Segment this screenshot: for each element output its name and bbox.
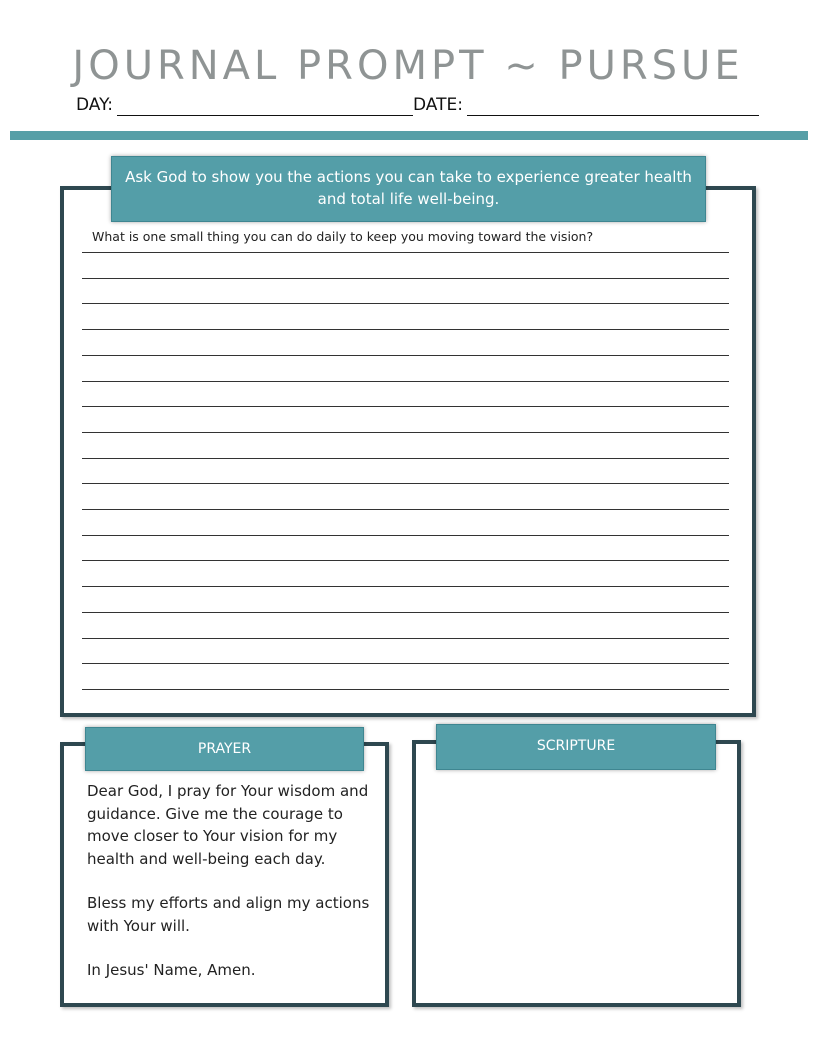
page-title: JOURNAL PROMPT ~ PURSUE [72, 43, 744, 89]
prayer-text [87, 780, 377, 1004]
writing-line[interactable] [82, 432, 729, 433]
writing-line[interactable] [82, 535, 729, 536]
date-blank-line[interactable] [467, 95, 759, 116]
date-label: DATE: [412, 95, 463, 115]
writing-line[interactable] [82, 586, 729, 587]
writing-line[interactable] [82, 612, 729, 613]
date-row [76, 94, 766, 116]
prayer-paragraph: Dear God, I pray for Your wisdom and guidance. Give me the courage to move closer to Your vision for my health and well-being each day. [87, 782, 369, 868]
writing-line[interactable] [82, 638, 729, 639]
scripture-banner: SCRIPTURE [436, 724, 716, 770]
header-divider [10, 131, 808, 140]
writing-line[interactable] [82, 483, 729, 484]
scripture-box[interactable] [412, 740, 741, 1007]
prayer-paragraph: In Jesus' Name, Amen. [87, 961, 256, 979]
writing-line[interactable] [82, 560, 729, 561]
day-blank-line[interactable] [117, 95, 413, 116]
journal-question: What is one small thing you can do daily to keep you moving toward the vision? [92, 229, 594, 244]
writing-line[interactable] [82, 355, 729, 356]
writing-line[interactable] [82, 406, 729, 407]
writing-line[interactable] [82, 252, 729, 253]
writing-line[interactable] [82, 278, 729, 279]
writing-line[interactable] [82, 663, 729, 664]
prompt-banner: Ask God to show you the actions you can take to experience greater health and total life well-being. [111, 156, 706, 222]
prayer-paragraph: Bless my efforts and align my actions with Your will. [87, 894, 370, 935]
day-label: DAY: [76, 95, 113, 115]
writing-line[interactable] [82, 509, 729, 510]
prayer-banner: PRAYER [85, 727, 364, 771]
writing-line[interactable] [82, 689, 729, 690]
writing-line[interactable] [82, 329, 729, 330]
writing-line[interactable] [82, 381, 729, 382]
writing-line[interactable] [82, 458, 729, 459]
writing-line[interactable] [82, 303, 729, 304]
